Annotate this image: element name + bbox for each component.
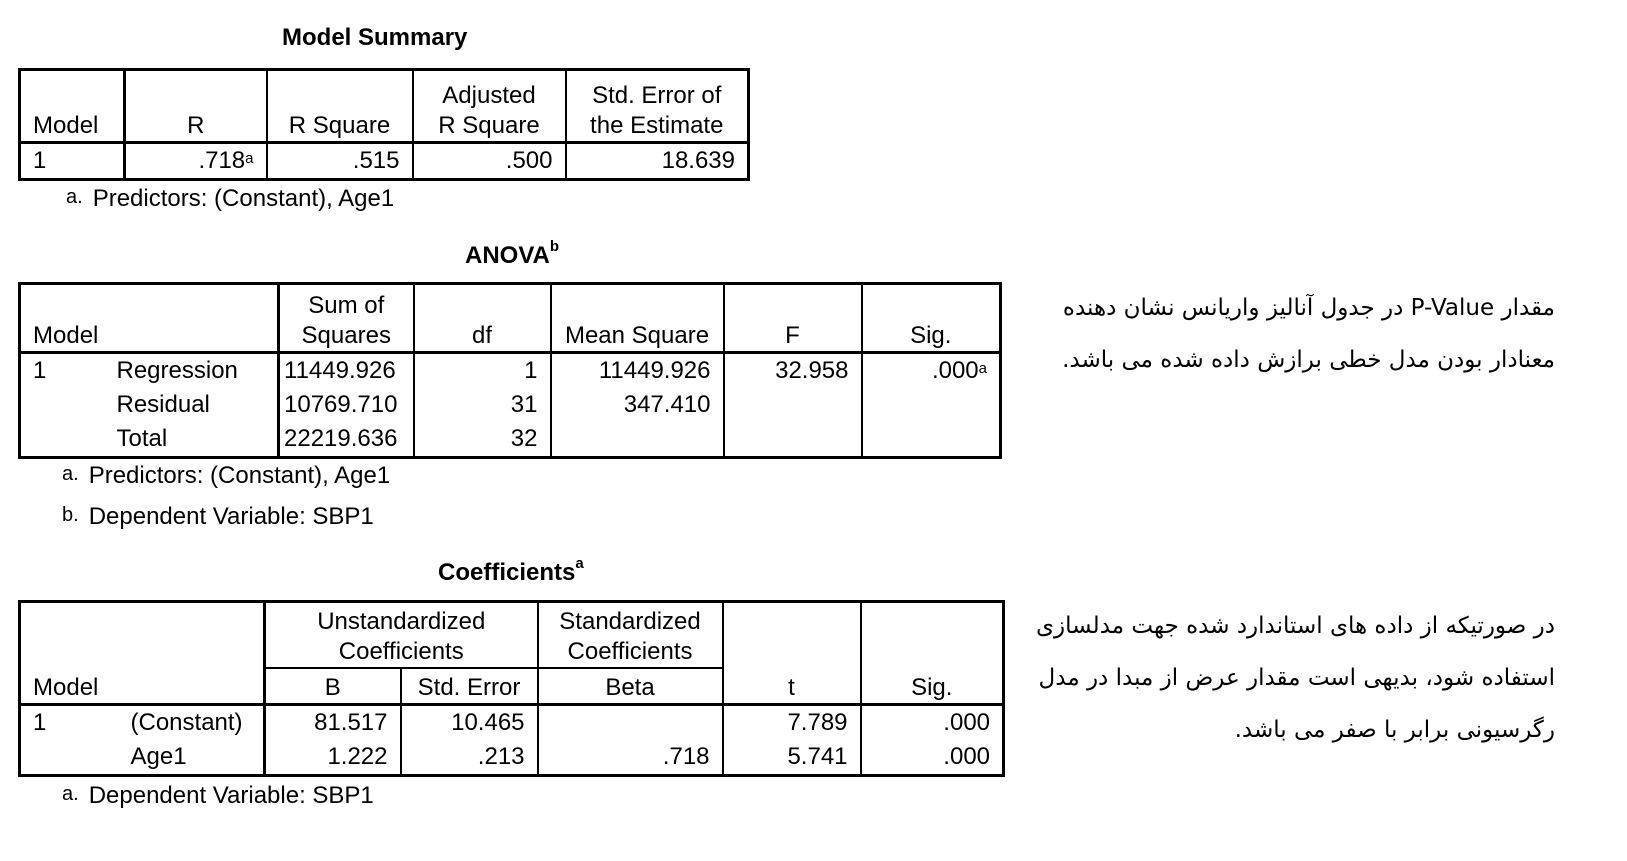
cell-std-error: 18.639 <box>566 143 749 180</box>
col-header-adjusted-r-square <box>413 70 566 143</box>
cell-beta: .718 <box>538 740 723 776</box>
cell-sig <box>862 353 1001 389</box>
table-row <box>20 353 1001 389</box>
header-line: Coefficients <box>338 638 464 665</box>
cell-term: Age1 <box>130 743 187 770</box>
footnote-letter: b. <box>62 504 79 526</box>
cell-f <box>724 388 862 422</box>
col-header-r-square: R Square <box>267 70 413 143</box>
header-line: Unstandardized <box>317 608 486 635</box>
anova-title <box>465 238 560 270</box>
header-line: the Estimate <box>590 112 724 139</box>
col-header-f: F <box>724 284 862 353</box>
cell-f <box>724 422 862 458</box>
model-summary-header-row <box>20 70 749 143</box>
cell-ss: 10769.710 <box>279 388 414 422</box>
cell-sig: .000 <box>861 740 1004 776</box>
cell-std-error: .213 <box>401 740 538 776</box>
col-header-model: Model <box>20 70 125 143</box>
footnote-letter: a. <box>62 783 79 805</box>
model-summary-footnote <box>66 185 394 213</box>
cell-source: Total <box>116 425 168 452</box>
cell-df: 31 <box>414 388 551 422</box>
col-header-model: Model <box>20 602 265 705</box>
cell-sig: .000 <box>861 705 1004 741</box>
header-line: Sum of <box>308 292 385 319</box>
col-header-unstandardized <box>265 602 538 669</box>
table-row <box>20 705 1004 741</box>
cell-model: 1 <box>33 147 47 174</box>
table-row <box>20 388 1001 422</box>
cell-source: Residual <box>116 391 210 418</box>
cell-model: 1 <box>33 709 47 736</box>
cell-t: 5.741 <box>723 740 861 776</box>
col-header-std-error <box>566 70 749 143</box>
table-row <box>20 422 1001 458</box>
model-summary-title: Model Summary <box>282 24 468 51</box>
col-header-b: B <box>265 668 401 705</box>
cell-model <box>20 388 105 422</box>
cell-r <box>125 143 267 180</box>
cell-model: 1 <box>33 357 47 384</box>
col-header-sig: Sig. <box>862 284 1001 353</box>
footnote-marker: a <box>575 555 584 572</box>
anova-annotation: مقدار P-Value در جدول آنالیز واریانس نشان دهنده معنادار بودن مدل خطی برازش داده شده می باشد. <box>1062 295 1555 373</box>
anova-table <box>18 282 1002 459</box>
coefficients-title <box>438 555 584 587</box>
cell-model <box>20 422 105 458</box>
table-row <box>20 740 1004 776</box>
value: .718 <box>198 147 246 174</box>
coefficients-table <box>18 600 1005 777</box>
header-line: Standardized <box>559 608 701 635</box>
cell-t: 7.789 <box>723 705 861 741</box>
footnote-marker: a <box>245 150 254 167</box>
anova-footnote-b <box>62 503 374 531</box>
header-line: Squares <box>301 322 391 349</box>
header-line: R Square <box>438 112 540 139</box>
footnote-letter: a. <box>66 186 83 208</box>
title-text: ANOVA <box>465 242 550 269</box>
coefficients-footnote <box>62 782 374 810</box>
footnote-text: Predictors: (Constant), Age1 <box>92 185 395 212</box>
cell-ms: 11449.926 <box>551 353 724 389</box>
cell-b: 81.517 <box>265 705 401 741</box>
cell-source: Regression <box>116 357 238 384</box>
value: .000 <box>931 357 979 384</box>
cell-std-error: 10.465 <box>401 705 538 741</box>
footnote-text: Dependent Variable: SBP1 <box>88 503 374 530</box>
cell-sig <box>862 422 1001 458</box>
col-header-sig: Sig. <box>861 602 1004 705</box>
coefficients-annotation: در صورتیکه از داده های استاندارد شده جهت مدلسازی استفاده شود، بدیهی است مقدار عرض از مبدا در مدل رگرسیونی برابر با صفر می باشد. <box>1036 613 1555 743</box>
cell-ss: 11449.926 <box>279 353 414 389</box>
col-header-std-error: Std. Error <box>401 668 538 705</box>
coefficients-header-row-1 <box>20 602 1004 669</box>
cell-model <box>20 740 115 776</box>
col-header-df: df <box>414 284 551 353</box>
cell-term: (Constant) <box>130 709 243 736</box>
col-header-t: t <box>723 602 861 705</box>
model-summary-table <box>18 68 750 181</box>
col-header-model: Model <box>20 284 279 353</box>
header-line: Adjusted <box>442 82 536 109</box>
title-text: Coefficients <box>438 559 576 586</box>
footnote-text: Predictors: (Constant), Age1 <box>88 462 391 489</box>
header-line: Std. Error of <box>592 82 722 109</box>
anova-footnote-a <box>62 462 390 490</box>
footnote-letter: a. <box>62 463 79 485</box>
cell-sig <box>862 388 1001 422</box>
table-row <box>20 143 749 180</box>
footnote-marker: b <box>549 238 560 255</box>
col-header-r: R <box>125 70 267 143</box>
cell-ms <box>551 422 724 458</box>
col-header-standardized <box>538 602 723 669</box>
header-line: Coefficients <box>567 638 693 665</box>
cell-df: 32 <box>414 422 551 458</box>
cell-r-square: .515 <box>267 143 413 180</box>
col-header-beta: Beta <box>538 668 723 705</box>
cell-adj-r-square: .500 <box>413 143 566 180</box>
cell-b: 1.222 <box>265 740 401 776</box>
cell-f: 32.958 <box>724 353 862 389</box>
cell-df: 1 <box>414 353 551 389</box>
cell-ms: 347.410 <box>551 388 724 422</box>
footnote-marker: a <box>978 360 987 377</box>
col-header-mean-square: Mean Square <box>551 284 724 353</box>
col-header-sum-of-squares <box>279 284 414 353</box>
cell-ss: 22219.636 <box>279 422 414 458</box>
cell-beta <box>538 705 723 741</box>
anova-header-row <box>20 284 1001 353</box>
footnote-text: Dependent Variable: SBP1 <box>88 782 374 809</box>
